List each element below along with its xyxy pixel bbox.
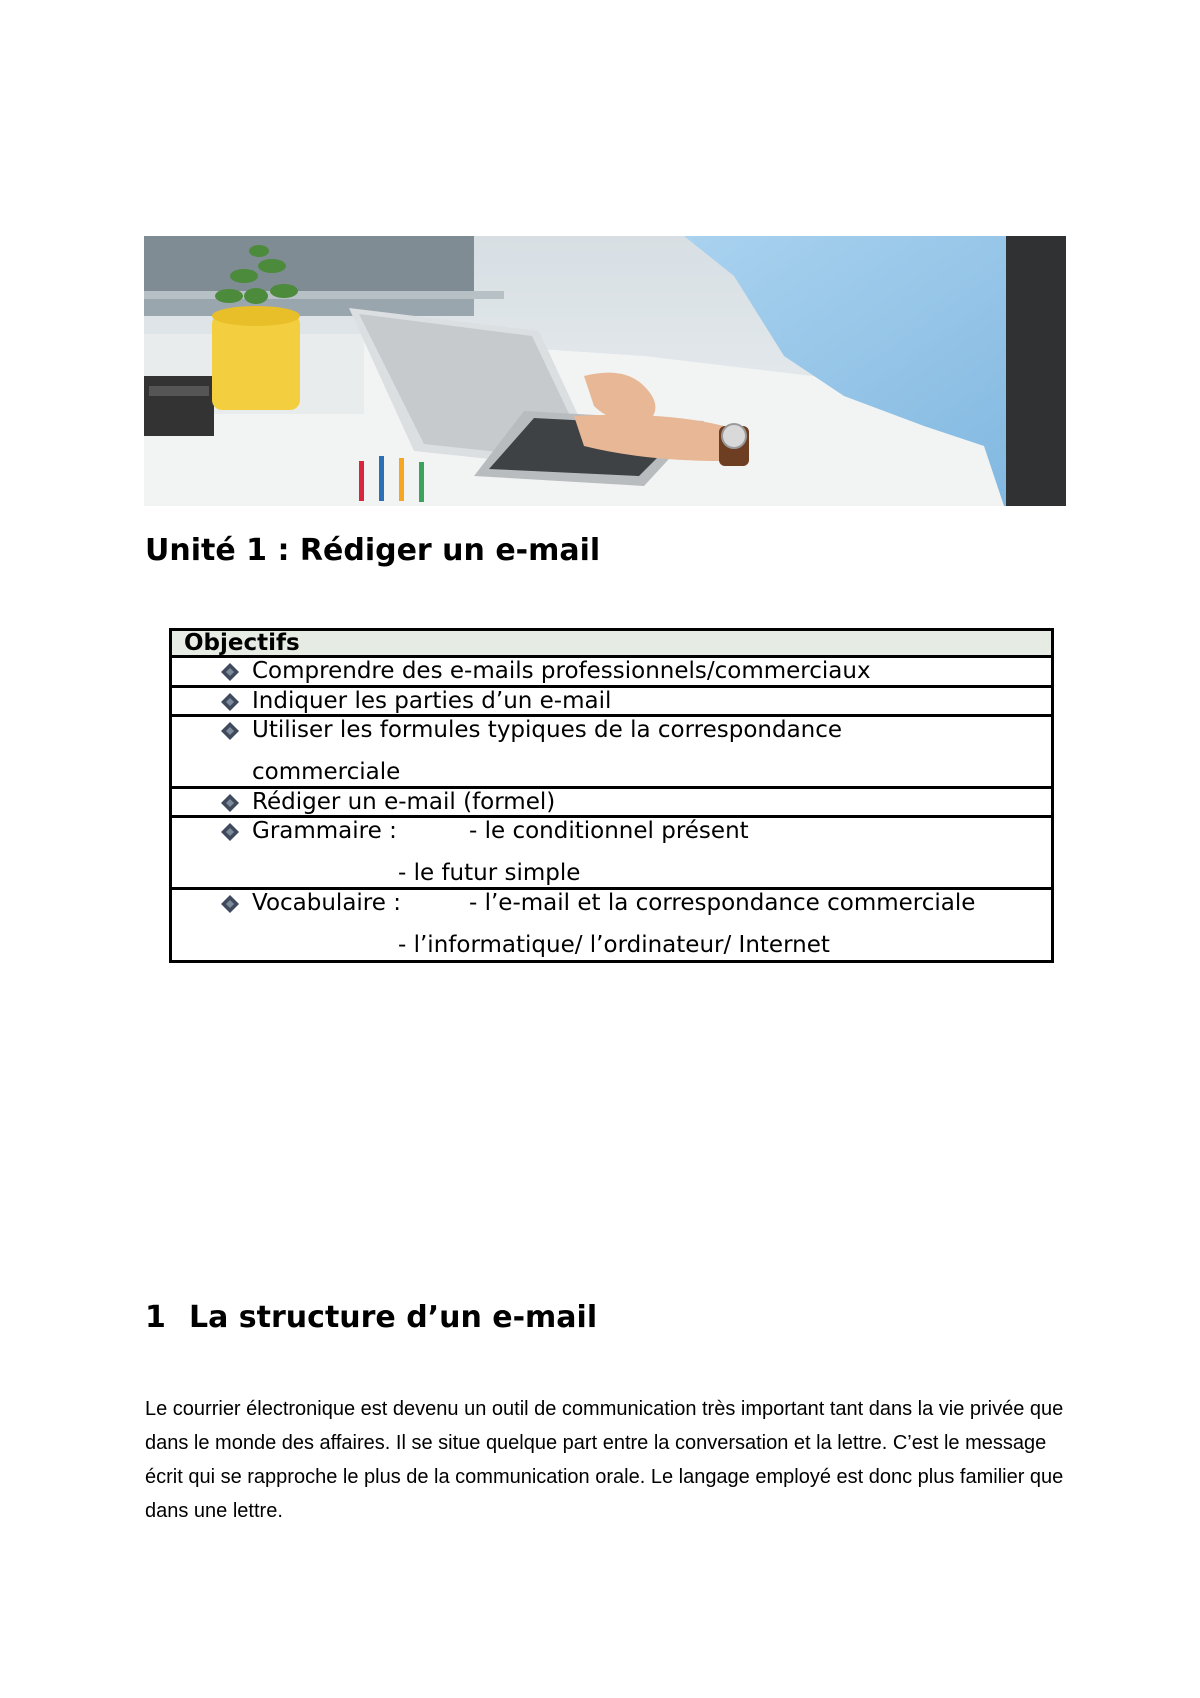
grammar-label: Grammaire : bbox=[252, 818, 397, 844]
section-heading bbox=[145, 1300, 597, 1335]
grammar-item: - le conditionnel présent bbox=[469, 818, 749, 844]
section-number: 1 bbox=[145, 1300, 166, 1335]
grammar-item: - le futur simple bbox=[398, 860, 581, 886]
objective-row bbox=[172, 789, 1051, 818]
vocabulary-label: Vocabulaire : bbox=[252, 890, 401, 916]
unit-title: Unité 1 : Rédiger un e-mail bbox=[145, 533, 601, 568]
objective-text-continuation: commerciale bbox=[252, 759, 401, 785]
objective-text: Indiquer les parties d’un e-mail bbox=[252, 688, 612, 714]
objective-text: Comprendre des e-mails professionnels/commerciaux bbox=[252, 658, 871, 684]
vocabulary-item: - l’e-mail et la correspondance commerciale bbox=[469, 890, 976, 916]
diamond-bullet-icon bbox=[220, 894, 240, 914]
objectives-table bbox=[169, 628, 1054, 963]
vocabulary-item: - l’informatique/ l’ordinateur/ Internet bbox=[398, 932, 830, 958]
objective-row bbox=[172, 658, 1051, 688]
diamond-bullet-icon bbox=[220, 662, 240, 682]
objective-row bbox=[172, 717, 1051, 789]
objective-text: Utiliser les formules typiques de la correspondance bbox=[252, 717, 843, 743]
objective-row-vocabulary bbox=[172, 890, 1051, 960]
hero-image bbox=[144, 236, 1066, 506]
office-photo-illustration bbox=[144, 236, 1066, 506]
diamond-bullet-icon bbox=[220, 692, 240, 712]
objective-row bbox=[172, 688, 1051, 717]
section-title: La structure d’un e-mail bbox=[189, 1300, 598, 1335]
body-paragraph: Le courrier électronique est devenu un outil de communication très important tant dans la vie privée que dans le monde des affaires. Il se situe quelque part entre la conversation et la lettre. C’est le message écrit qui se rapproche le plus de la communication orale. Le langage employé est donc plus familier que dans une lettre. bbox=[145, 1398, 1064, 1522]
objective-row-grammar bbox=[172, 818, 1051, 890]
diamond-bullet-icon bbox=[220, 822, 240, 842]
objective-text: Rédiger un e-mail (formel) bbox=[252, 789, 556, 815]
objectives-header: Objectifs bbox=[172, 631, 1051, 658]
diamond-bullet-icon bbox=[220, 721, 240, 741]
diamond-bullet-icon bbox=[220, 793, 240, 813]
